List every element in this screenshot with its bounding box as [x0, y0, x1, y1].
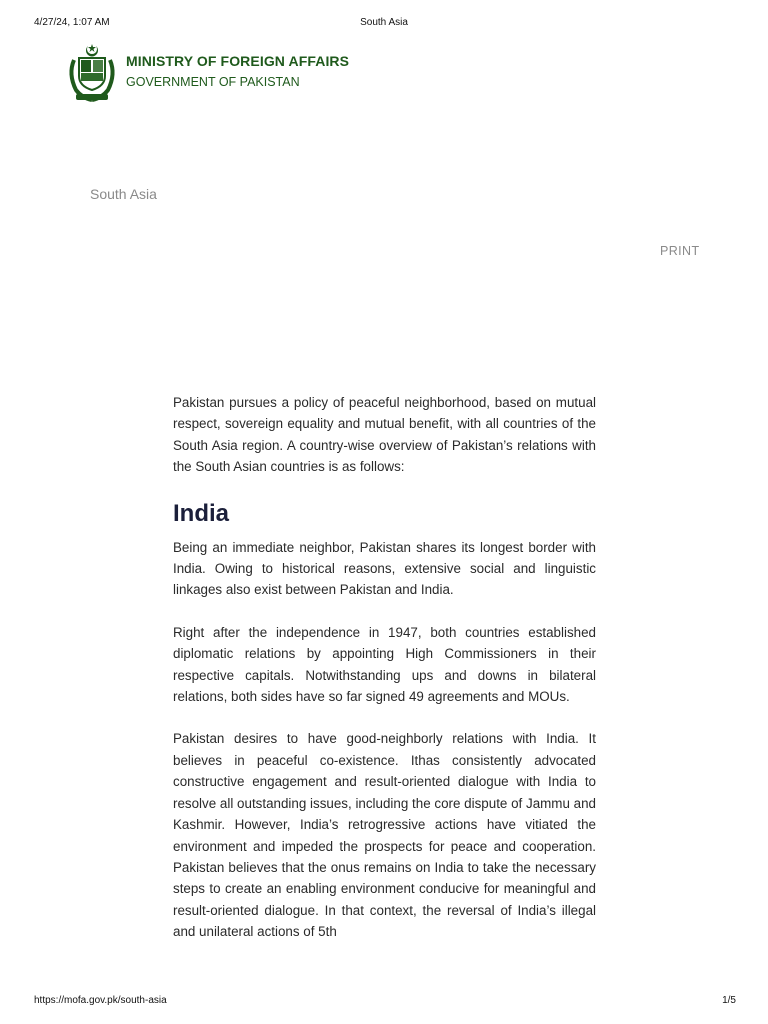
intro-paragraph: Pakistan pursues a policy of peaceful neighborhood, based on mutual respect, sovereign equality and mutual benefit, with all countries of the South Asia region. A country-wise overview of Pakistan’s relations with the South Asian countries is as follows:: [173, 395, 596, 475]
print-datetime: 4/27/24, 1:07 AM: [34, 17, 110, 28]
print-button[interactable]: PRINT: [660, 244, 700, 258]
india-paragraph: Right after the independence in 1947, both countries established diplomatic relations by appointing High Commissioners in their respective capitals. Notwithstanding ups and downs in bilateral relations, both sides have so far signed 49 agreements and MOUs.: [173, 624, 596, 705]
print-page-number: 1/5: [722, 995, 736, 1006]
article-content: [173, 392, 596, 943]
pakistan-emblem-icon[interactable]: [64, 42, 120, 104]
india-paragraph: Being an immediate neighbor, Pakistan shares its longest border with India. Owing to historical reasons, extensive social and linguistic linkages also exist between Pakistan and India.: [173, 539, 596, 598]
country-heading-india: India: [173, 499, 230, 527]
india-paragraph: Pakistan desires to have good-neighborly relations with India. It believes in peaceful co-existence. Ithas consistently advocated constructive engagement and result-oriented dialogue with India to resolve all outstanding issues, including the core dispute of Jammu and Kashmir. However, India’s retrogressive actions have vitiated the environment and impeded the prospects for peace and cooperation. Pakistan believes that the onus remains on India to take the necessary steps to create an enabling environment conducive for meaningful and result-oriented dialogue. In that context, the reversal of India’s illegal and unilateral actions of 5th: [173, 731, 596, 940]
print-page-title: South Asia: [360, 17, 408, 28]
ministry-title[interactable]: MINISTRY OF FOREIGN AFFAIRS: [126, 53, 350, 69]
print-url: https://mofa.gov.pk/south-asia: [34, 995, 167, 1006]
government-subtitle: GOVERNMENT OF PAKISTAN: [126, 75, 300, 89]
section-title: South Asia: [90, 186, 157, 202]
